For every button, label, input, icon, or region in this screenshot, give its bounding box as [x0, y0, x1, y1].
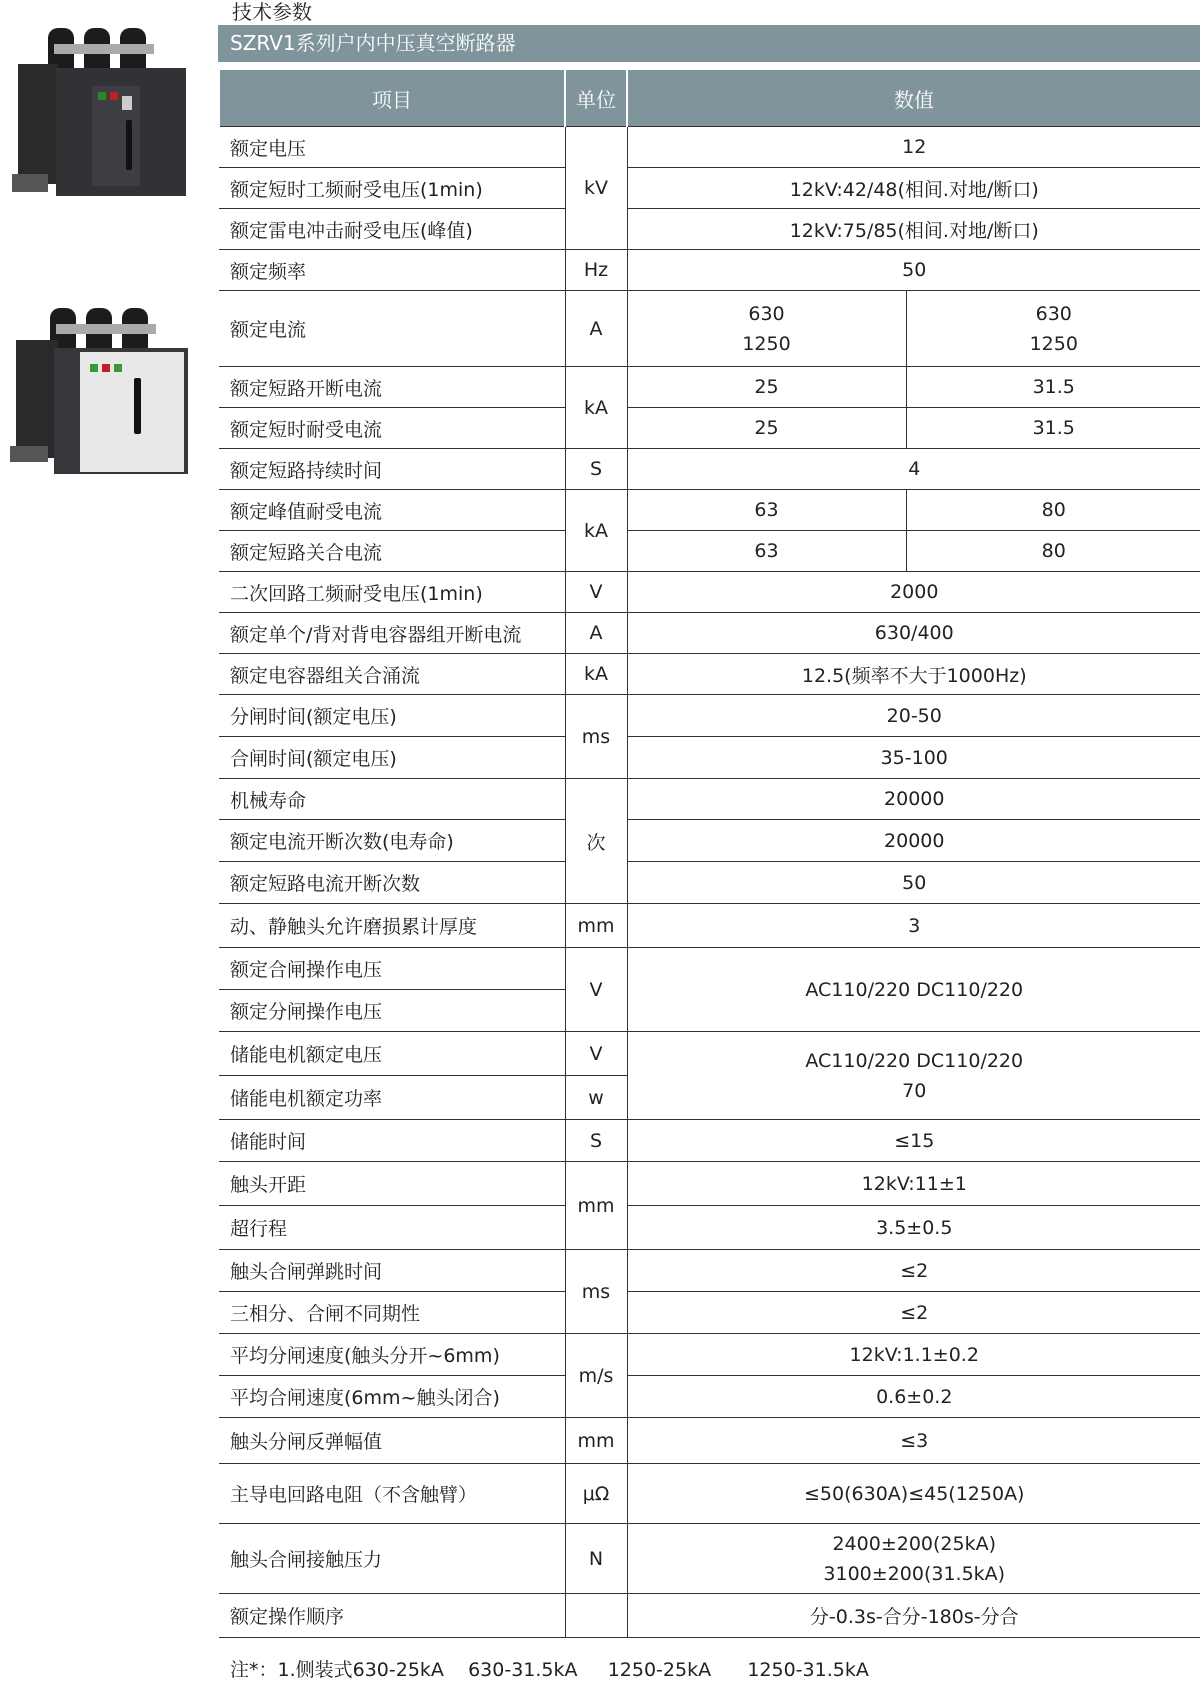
- row-item: 额定峰值耐受电流: [219, 490, 565, 531]
- table-row: [219, 209, 1200, 250]
- row-item: 额定分闸操作电压: [219, 990, 565, 1032]
- table-row: [219, 1032, 1200, 1076]
- value-line: 3100±200(31.5kA): [823, 1562, 1006, 1585]
- row-item: 额定电流: [219, 291, 565, 367]
- breaker-light-image: [6, 306, 192, 478]
- row-item: 触头分闸反弹幅值: [219, 1418, 565, 1464]
- table-row: [219, 654, 1200, 695]
- row-value: 12kV:75/85(相间.对地/断口): [627, 209, 1200, 250]
- row-value-left: 63: [627, 531, 906, 572]
- row-unit: kA: [565, 490, 627, 572]
- value-line: 2400±200(25kA): [832, 1532, 997, 1555]
- row-value-right: 31.5: [906, 367, 1200, 408]
- row-item: 触头合闸弹跳时间: [219, 1250, 565, 1292]
- row-item: 额定短时工频耐受电压(1min): [219, 168, 565, 209]
- table-row: [219, 250, 1200, 291]
- header-value: 数值: [627, 70, 1200, 127]
- row-item: 储能时间: [219, 1120, 565, 1162]
- table-row: [219, 1376, 1200, 1418]
- row-value: ≤2: [627, 1250, 1200, 1292]
- row-item: 额定电流开断次数(电寿命): [219, 820, 565, 862]
- row-value: 630/400: [627, 613, 1200, 654]
- row-unit: S: [565, 449, 627, 490]
- row-value: 4: [627, 449, 1200, 490]
- table-row: [219, 820, 1200, 862]
- header-row: [219, 70, 1200, 127]
- row-unit: kA: [565, 654, 627, 695]
- table-row: [219, 1418, 1200, 1464]
- row-value: 50: [627, 250, 1200, 291]
- row-unit: w: [565, 1076, 627, 1120]
- spec-table: [218, 70, 1200, 1638]
- row-unit: N: [565, 1524, 627, 1594]
- row-item: 额定电压: [219, 127, 565, 168]
- row-value: ≤15: [627, 1120, 1200, 1162]
- row-unit: mm: [565, 1418, 627, 1464]
- row-item: 额定电容器组关合涌流: [219, 654, 565, 695]
- row-value: 50: [627, 862, 1200, 904]
- row-item: 动、静触头允许磨损累计厚度: [219, 904, 565, 948]
- row-unit: ms: [565, 1250, 627, 1334]
- row-value-right: 31.5: [906, 408, 1200, 449]
- table-row: [219, 904, 1200, 948]
- row-item: 额定短时耐受电流: [219, 408, 565, 449]
- row-value: 20000: [627, 779, 1200, 820]
- table-row: [219, 613, 1200, 654]
- table-row: [219, 1464, 1200, 1524]
- row-item: 额定短路持续时间: [219, 449, 565, 490]
- row-value: ≤50(630A)≤45(1250A): [627, 1464, 1200, 1524]
- row-value: 12kV:1.1±0.2: [627, 1334, 1200, 1376]
- row-item: 三相分、合闸不同期性: [219, 1292, 565, 1334]
- row-value-right: [906, 291, 1200, 367]
- table-row: [219, 1594, 1200, 1638]
- row-value: 12kV:11±1: [627, 1162, 1200, 1206]
- table-row: [219, 127, 1200, 168]
- table-row: [219, 737, 1200, 779]
- model-title-bar: SZRV1系列户内中压真空断路器: [218, 25, 1200, 62]
- table-row: [219, 1292, 1200, 1334]
- table-row: [219, 367, 1200, 408]
- row-value: 12kV:42/48(相间.对地/断口): [627, 168, 1200, 209]
- row-value-right: 80: [906, 490, 1200, 531]
- row-value-left: [627, 291, 906, 367]
- value-line: 630: [1035, 302, 1072, 325]
- table-row: [219, 449, 1200, 490]
- row-unit: A: [565, 291, 627, 367]
- table-row: [219, 1250, 1200, 1292]
- row-unit: 次: [565, 779, 627, 904]
- row-item: 超行程: [219, 1206, 565, 1250]
- row-item: 额定频率: [219, 250, 565, 291]
- table-row: [219, 408, 1200, 449]
- row-item: 储能电机额定电压: [219, 1032, 565, 1076]
- row-item: 触头开距: [219, 1162, 565, 1206]
- table-row: [219, 1524, 1200, 1594]
- row-item: 合闸时间(额定电压): [219, 737, 565, 779]
- row-unit: A: [565, 613, 627, 654]
- row-unit: V: [565, 572, 627, 613]
- row-item: 额定短路开断电流: [219, 367, 565, 408]
- row-value: AC110/220 DC110/220: [627, 948, 1200, 1032]
- row-unit: kA: [565, 367, 627, 449]
- row-value: 2000: [627, 572, 1200, 613]
- row-item: 额定单个/背对背电容器组开断电流: [219, 613, 565, 654]
- value-line: 70: [902, 1079, 927, 1102]
- table-row: [219, 1206, 1200, 1250]
- table-row: [219, 291, 1200, 367]
- row-unit: m/s: [565, 1334, 627, 1418]
- row-item: 分闸时间(额定电压): [219, 695, 565, 737]
- row-item: 平均合闸速度(6mm~触头闭合): [219, 1376, 565, 1418]
- section-title: 技术参数: [232, 0, 312, 24]
- row-item: 二次回路工频耐受电压(1min): [219, 572, 565, 613]
- row-unit: kV: [565, 127, 627, 250]
- table-row: [219, 948, 1200, 990]
- table-row: [219, 572, 1200, 613]
- header-item: 项目: [219, 70, 565, 127]
- row-value: 35-100: [627, 737, 1200, 779]
- table-row: [219, 1162, 1200, 1206]
- value-line: 1250: [742, 332, 791, 355]
- row-unit: [565, 1594, 627, 1638]
- row-value: 12.5(频率不大于1000Hz): [627, 654, 1200, 695]
- row-unit: V: [565, 948, 627, 1032]
- row-value-left: 63: [627, 490, 906, 531]
- header-unit: 单位: [565, 70, 627, 127]
- row-item: 触头合闸接触压力: [219, 1524, 565, 1594]
- row-value: ≤3: [627, 1418, 1200, 1464]
- breaker-dark-image: [8, 24, 190, 200]
- row-unit: V: [565, 1032, 627, 1076]
- row-value-right: 80: [906, 531, 1200, 572]
- table-row: [219, 531, 1200, 572]
- table-row: [219, 168, 1200, 209]
- row-unit: μΩ: [565, 1464, 627, 1524]
- value-line: 630: [748, 302, 785, 325]
- row-unit: mm: [565, 904, 627, 948]
- row-value-left: 25: [627, 408, 906, 449]
- row-unit: ms: [565, 695, 627, 779]
- row-item: 储能电机额定功率: [219, 1076, 565, 1120]
- row-item: 平均分闸速度(触头分开~6mm): [219, 1334, 565, 1376]
- row-value: 3: [627, 904, 1200, 948]
- row-value: 分-0.3s-合分-180s-分合: [627, 1594, 1200, 1638]
- table-row: [219, 779, 1200, 820]
- footnote: 注*：1.侧装式630-25kA 630-31.5kA 1250-25kA 1250-31.5kA: [230, 1659, 869, 1681]
- row-value: [627, 1032, 1200, 1120]
- row-item: 机械寿命: [219, 779, 565, 820]
- row-value: ≤2: [627, 1292, 1200, 1334]
- row-value: 0.6±0.2: [627, 1376, 1200, 1418]
- row-value: 20-50: [627, 695, 1200, 737]
- row-unit: Hz: [565, 250, 627, 291]
- row-item: 额定短路关合电流: [219, 531, 565, 572]
- row-value: 20000: [627, 820, 1200, 862]
- row-item: 额定雷电冲击耐受电压(峰值): [219, 209, 565, 250]
- row-unit: S: [565, 1120, 627, 1162]
- table-row: [219, 490, 1200, 531]
- row-item: 主导电回路电阻（不含触臂）: [219, 1464, 565, 1524]
- row-unit: mm: [565, 1162, 627, 1250]
- table-row: [219, 1120, 1200, 1162]
- table-row: [219, 1334, 1200, 1376]
- row-value-left: 25: [627, 367, 906, 408]
- value-line: 1250: [1029, 332, 1078, 355]
- row-item: 额定合闸操作电压: [219, 948, 565, 990]
- row-item: 额定操作顺序: [219, 1594, 565, 1638]
- table-row: [219, 695, 1200, 737]
- table-row: [219, 862, 1200, 904]
- value-line: AC110/220 DC110/220: [805, 1049, 1024, 1072]
- row-value: 12: [627, 127, 1200, 168]
- row-value: 3.5±0.5: [627, 1206, 1200, 1250]
- row-item: 额定短路电流开断次数: [219, 862, 565, 904]
- row-value: [627, 1524, 1200, 1594]
